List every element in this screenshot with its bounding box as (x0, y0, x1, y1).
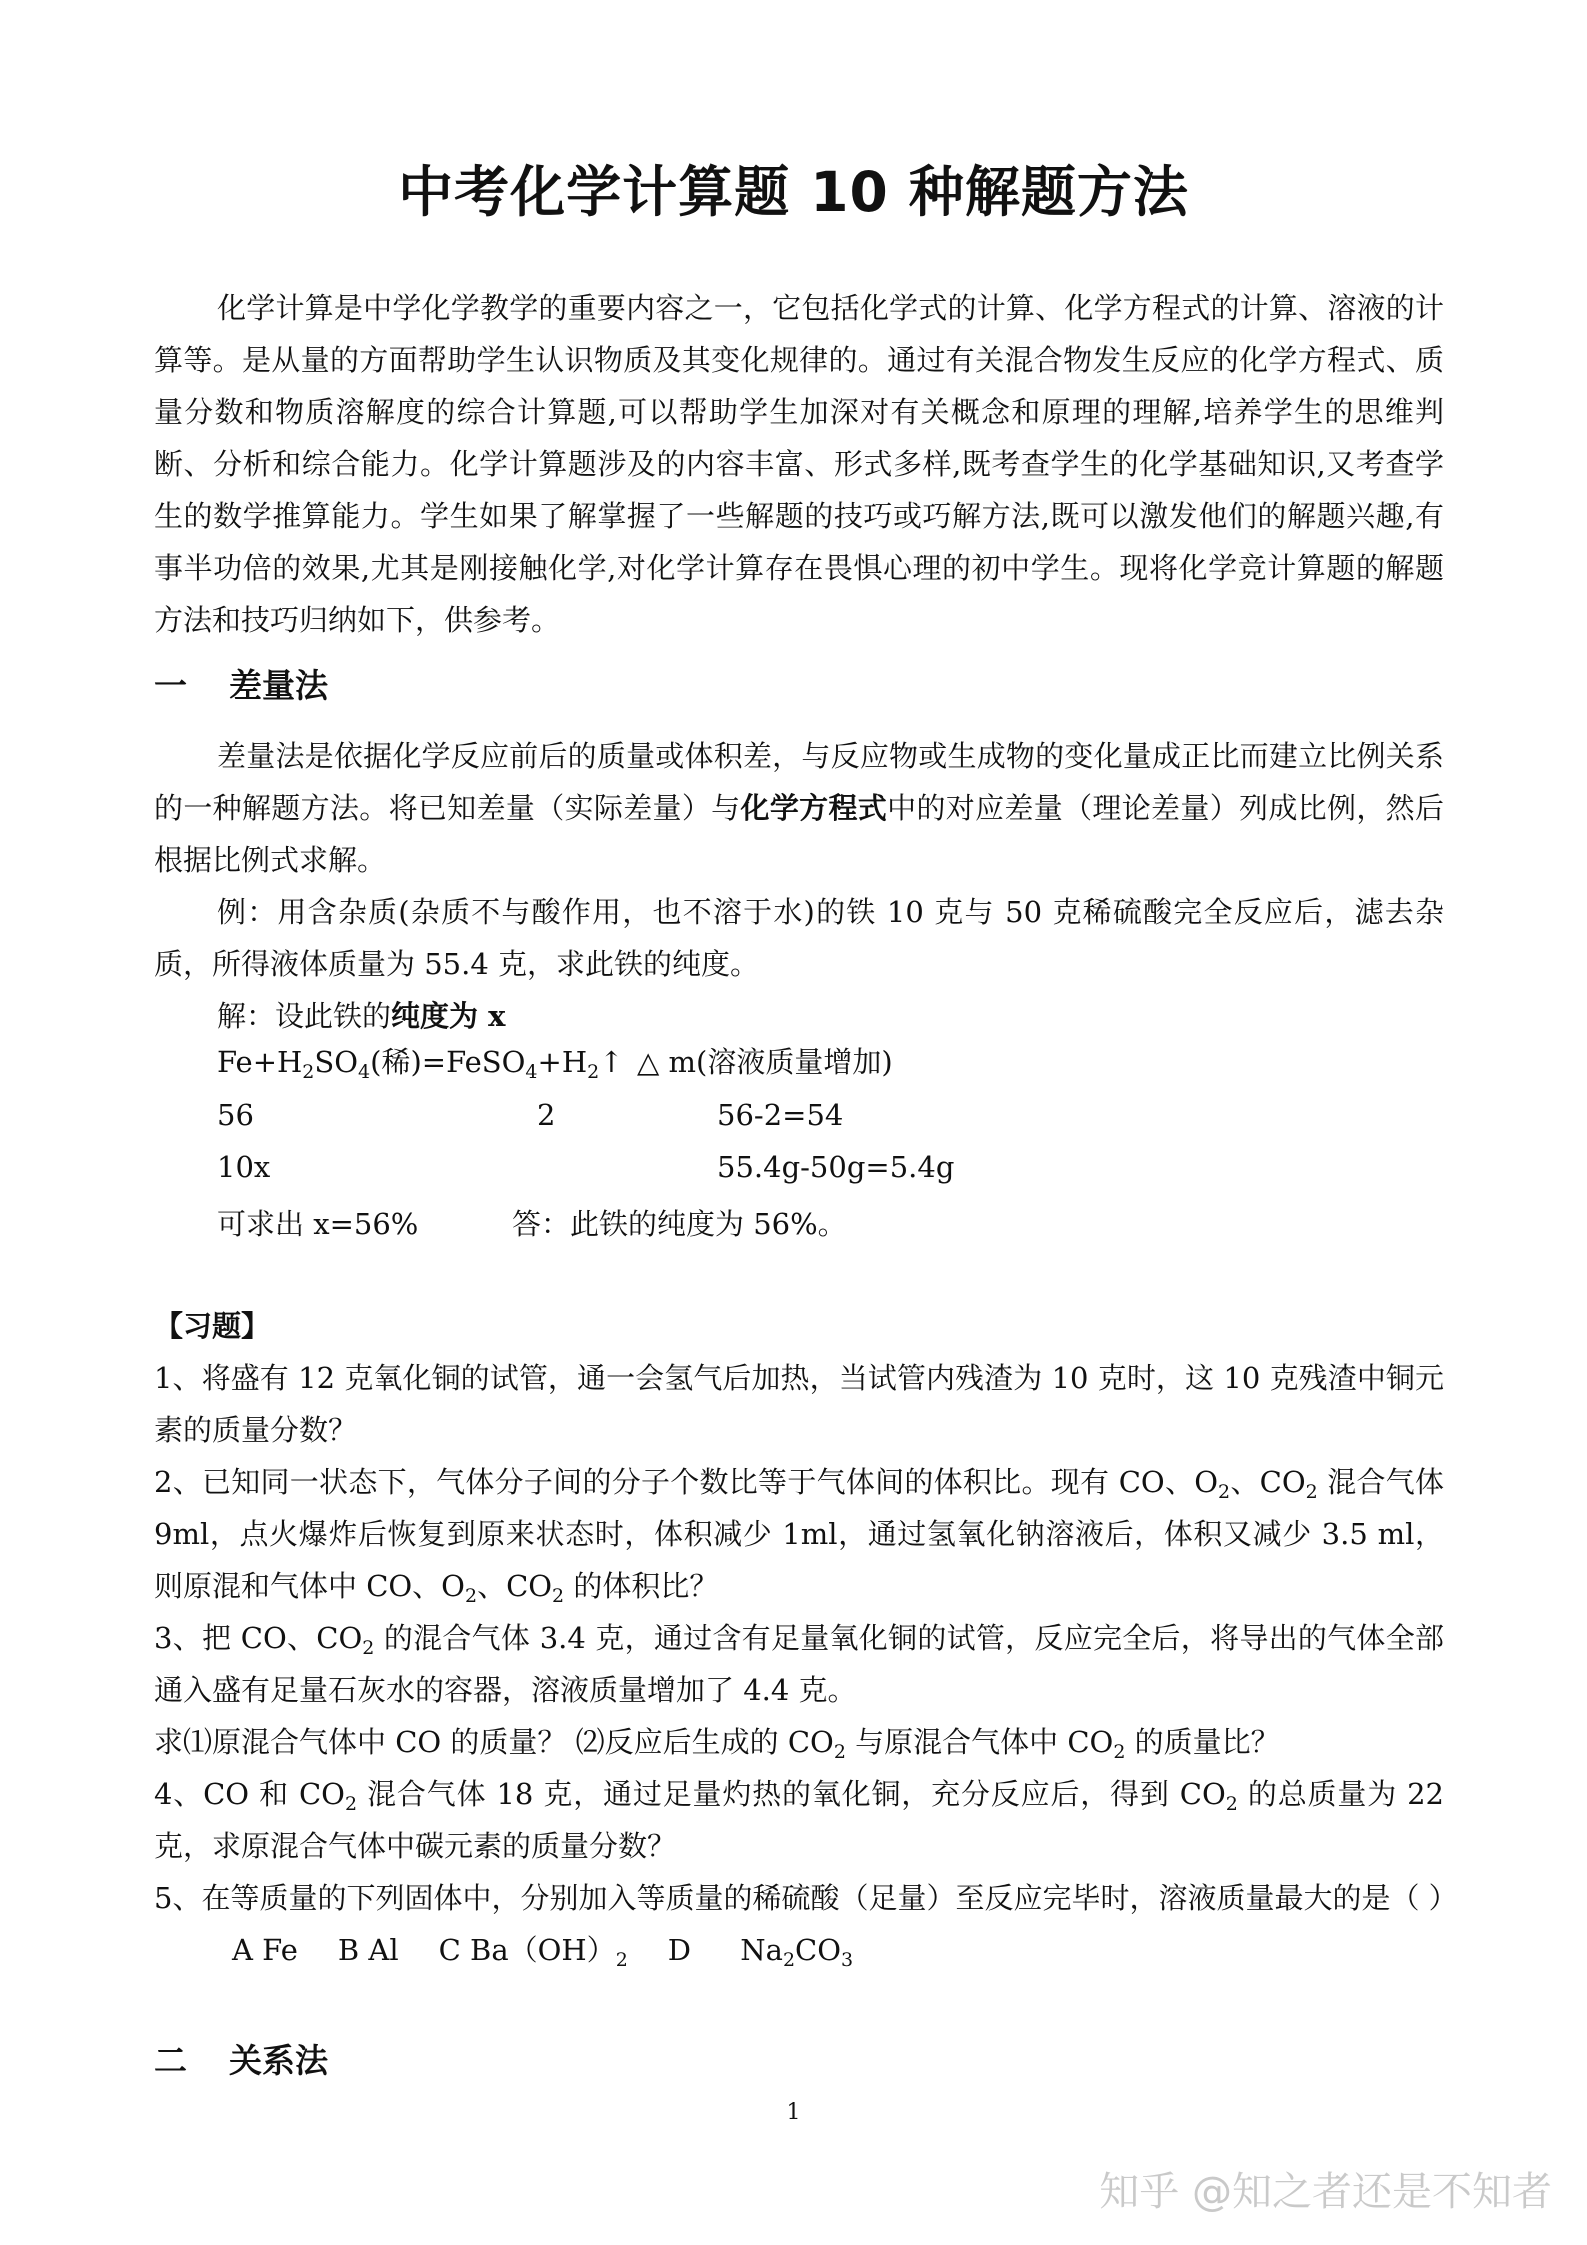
exercise-3-questions: 求⑴原混合气体中 CO 的质量？ ⑵反应后生成的 $CO_2$ 与原混合气体中 $CO_2$ 的质量比？ (154, 1725, 1280, 1763)
exercise-1: 1、将盛有 12 克氧化铜的试管，通一会氢气后加热，当试管内残渣为 10 克时，这 10 克残渣中铜元素的质量分数？ (154, 1361, 1444, 1447)
cell: 10x (217, 1150, 271, 1184)
cell: 55.4g-50g=5.4g (717, 1150, 955, 1184)
section-number: 一 (154, 666, 187, 705)
exercises (154, 1300, 1458, 1976)
page-number: 1 (786, 2100, 801, 2125)
page-title: 中考化学计算题 10 种解题方法 (398, 160, 1189, 224)
section-number: 二 (154, 2041, 187, 2080)
method-description (154, 730, 1444, 886)
section-title: 关系法 (229, 2041, 328, 2080)
delta-label: △ m(溶液质量增加) (637, 1045, 893, 1079)
section-heading-2 (154, 2035, 328, 2082)
cell: 56-2=54 (717, 1098, 844, 1132)
option-b: B Al (337, 1933, 399, 1967)
option-d-letter: D (667, 1933, 692, 1967)
option-c: C $Ba(OH)_2$ (438, 1933, 628, 1971)
watermark: 知乎 @知之者还是不知者 (1099, 2169, 1552, 2215)
exercise-3: 3、把 CO、$CO_2$ 的混合气体 3.4 克，通过含有足量氧化铜的试管，反应完全后，将导出的气体全部通入盛有足量石灰水的容器，溶液质量增加了 4.4 克。 (154, 1621, 1444, 1707)
exercise-2: 2、已知同一状态下，气体分子间的分子个数比等于气体间的体积比。现有 CO、$O_2$、$CO_2$ 混合气体 9ml，点火爆炸后恢复到原来状态时，体积减少 1ml，通过氢氧化钠溶液后，体积又减少 3.5 ml，则原混和气体中 CO、$O_2$、$CO_2$ 的体积比？ (154, 1465, 1444, 1607)
intro-text: 化学计算是中学化学教学的重要内容之一，它包括化学式的计算、化学方程式的计算、溶液的计算等。是从量的方面帮助学生认识物质及其变化规律的。通过有关混合物发生反应的化学方程式、质量分数和物质溶解度的综合计算题,可以帮助学生加深对有关概念和原理的理解,培养学生的思维判断、分析和综合能力。化学计算题涉及的内容丰富、形式多样,既考查学生的化学基础知识,又考查学生的数学推算能力。学生如果了解掌握了一些解题的技巧或巧解方法,既可以激发他们的解题兴趣,有事半功倍的效果,尤其是刚接触化学,对化学计算存在畏惧心理的初中学生。现将化学竞计算题的解题方法和技巧归纳如下，供参考。 (154, 291, 1444, 637)
result-text: 可求出 x=56% (217, 1207, 419, 1241)
answer-text: 答：此铁的纯度为 56%。 (512, 1207, 847, 1241)
exercise-5: 5、在等质量的下列固体中，分别加入等质量的稀硫酸（足量）至反应完毕时，溶液质量最大的是（ ） (154, 1881, 1458, 1915)
sol-prefix: 解：设此铁的 (217, 999, 392, 1033)
desc-bold: 化学方程式 (740, 791, 888, 825)
desc-part: 中的对应差量（理论差量）列成比例，然后根据比例式求解。 (154, 791, 1444, 877)
section-title: 差量法 (229, 666, 328, 705)
exercise-5-options (154, 1924, 1444, 1976)
chemical-equation: $Fe+H_2SO_4$(稀)$=FeSO_4+H_2↑$ (217, 1045, 624, 1083)
exercises-heading: 【习题】 (154, 1309, 271, 1343)
option-d: D $Na_2CO_3$ (667, 1933, 854, 1971)
section-1-body (154, 730, 1444, 1042)
cell: 56 (217, 1098, 254, 1132)
example-problem: 例：用含杂质(杂质不与酸作用，也不溶于水)的铁 10 克与 50 克稀硫酸完全反应后，滤去杂质，所得液体质量为 55.4 克，求此铁的纯度。 (154, 895, 1444, 981)
exercise-4: 4、CO 和 $CO_2$ 混合气体 18 克，通过足量灼热的氧化铜，充分反应后，得到 $CO_2$ 的总质量为 22 克，求原混合气体中碳元素的质量分数？ (154, 1777, 1444, 1863)
section-heading-1 (154, 660, 328, 707)
q3-tail: 通过含有足量氧化铜的试管，反应完全后，将导出的气体全部通入盛有足量石灰水的容器，溶液质量增加了 4.4 克。 (154, 1621, 1444, 1707)
cell: 2 (537, 1098, 556, 1132)
solution-setup (154, 990, 1444, 1042)
intro-paragraph (154, 282, 1444, 646)
option-a: A Fe (232, 1933, 298, 1967)
desc-part: 差量法是依据化学反应前后的质量或体积差，与反应物或生成物的变化量成正比而建立比例关系的一种解题方法。将已知差量（实际差量）与 (154, 739, 1444, 825)
sol-bold: 纯度为 x (391, 999, 506, 1033)
